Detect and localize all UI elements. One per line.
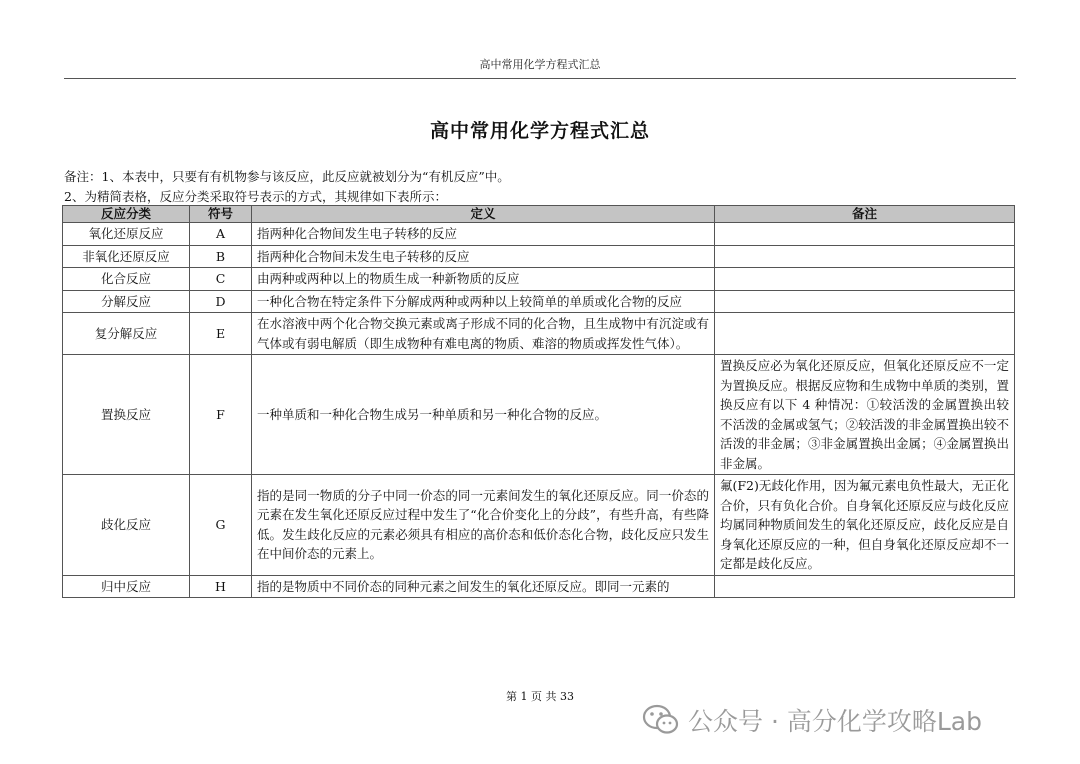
row-name: 置换反应 xyxy=(63,355,190,475)
reaction-classification-table xyxy=(62,205,1015,598)
row-definition: 一种单质和一种化合物生成另一种单质和另一种化合物的反应。 xyxy=(252,355,715,475)
row-name: 归中反应 xyxy=(63,575,190,598)
row-symbol: B xyxy=(190,245,252,268)
table-header-row xyxy=(63,206,1015,223)
row-note: 置换反应必为氧化还原反应，但氧化还原反应不一定为置换反应。根据反应物和生成物中单质的类别，置换反应有以下 4 种情况：①较活泼的金属置换出较不活泼的金属或氢气；②较活泼的非金属置换出较不活泼的非金属；③非金属置换出金属；④金属置换出非金属。 xyxy=(715,355,1015,475)
table-row xyxy=(63,290,1015,313)
row-symbol: F xyxy=(190,355,252,475)
row-definition: 在水溶液中两个化合物交换元素或离子形成不同的化合物，且生成物中有沉淀或有气体或有弱电解质（即生成物种有难电离的物质、难溶的物质或挥发性气体）。 xyxy=(252,313,715,355)
document-title: 高中常用化学方程式汇总 xyxy=(429,120,650,142)
row-note xyxy=(715,290,1015,313)
row-symbol: D xyxy=(190,290,252,313)
row-note xyxy=(715,268,1015,291)
note-line-1: 备注：1、本表中，只要有有机物参与该反应，此反应就被划分为“有机反应”中。 xyxy=(64,169,510,184)
wechat-icon xyxy=(642,703,680,737)
row-note xyxy=(715,575,1015,598)
table-row xyxy=(63,223,1015,246)
row-note xyxy=(715,245,1015,268)
table-row xyxy=(63,268,1015,291)
row-symbol: H xyxy=(190,575,252,598)
row-name: 非氧化还原反应 xyxy=(63,245,190,268)
row-note xyxy=(715,313,1015,355)
row-definition: 指两种化合物间未发生电子转移的反应 xyxy=(252,245,715,268)
header-note: 备注 xyxy=(715,206,1015,223)
row-symbol: E xyxy=(190,313,252,355)
page-number: 第 1 页 共 33 xyxy=(506,690,574,703)
row-name: 氧化还原反应 xyxy=(63,223,190,246)
row-name: 复分解反应 xyxy=(63,313,190,355)
row-definition: 指的是同一物质的分子中同一价态的同一元素间发生的氧化还原反应。同一价态的元素在发生氧化还原反应过程中发生了“化合价变化上的分歧”，有些升高，有些降低。发生歧化反应的元素必须具有相应的高价态和低价态化合物，歧化反应只发生在中间价态的元素上。 xyxy=(252,475,715,576)
running-header: 高中常用化学方程式汇总 xyxy=(479,58,601,71)
header-definition: 定义 xyxy=(252,206,715,223)
row-note: 氟(F2)无歧化作用，因为氟元素电负性最大，无正化合价，只有负化合价。自身氧化还原反应与歧化反应均属同种物质间发生的氧化还原反应，歧化反应是自身氧化还原反应的一种，但自身氧化还原反应却不一定都是歧化反应。 xyxy=(715,475,1015,576)
row-symbol: A xyxy=(190,223,252,246)
row-name: 化合反应 xyxy=(63,268,190,291)
header-category: 反应分类 xyxy=(63,206,190,223)
header-symbol: 符号 xyxy=(190,206,252,223)
table-row xyxy=(63,313,1015,355)
row-name: 歧化反应 xyxy=(63,475,190,576)
note-line-2: 2、为精简表格，反应分类采取符号表示的方式，其规律如下表所示： xyxy=(64,189,447,204)
row-name: 分解反应 xyxy=(63,290,190,313)
table-row xyxy=(63,355,1015,475)
row-definition: 指两种化合物间发生电子转移的反应 xyxy=(252,223,715,246)
watermark xyxy=(642,700,982,740)
row-definition: 一种化合物在特定条件下分解成两种或两种以上较简单的单质或化合物的反应 xyxy=(252,290,715,313)
header-rule xyxy=(64,78,1016,79)
watermark-text: 公众号 · 高分化学攻略Lab xyxy=(688,707,982,736)
row-note xyxy=(715,223,1015,246)
row-symbol: G xyxy=(190,475,252,576)
row-definition: 指的是物质中不同价态的同种元素之间发生的氧化还原反应。即同一元素的 xyxy=(252,575,715,598)
table-row xyxy=(63,475,1015,576)
row-definition: 由两种或两种以上的物质生成一种新物质的反应 xyxy=(252,268,715,291)
row-symbol: C xyxy=(190,268,252,291)
table-row xyxy=(63,245,1015,268)
table-row xyxy=(63,575,1015,598)
